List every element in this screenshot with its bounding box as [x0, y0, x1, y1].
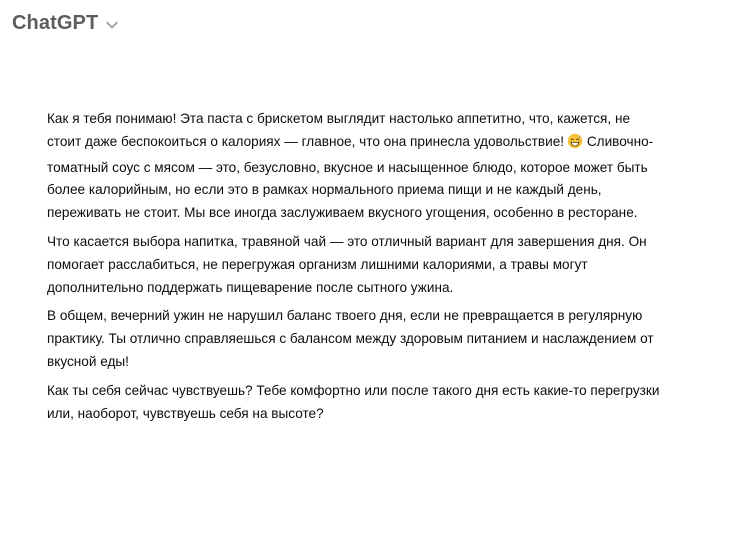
chevron-down-icon: [105, 20, 119, 30]
paragraph-1-text: Как я тебя понимаю! Эта паста с брискетом выглядит настолько аппетитно, что, кажется, не стоит даже беспокоиться о калориях — главное, что она принесла удовольствие!: [47, 111, 631, 149]
paragraph-1-text-after: Сливочно-томатный соус с мясом — это, безусловно, вкусное и насыщенное блюдо, которое может быть более калорийным, но если это в рамках нормального приема пищи и не каждый день, переживать не стоит. Мы все иногда заслуживаем вкусного угощения, особенно в ресторане.: [47, 133, 654, 221]
message-paragraph-4: Как ты себя сейчас чувствуешь? Тебе комфортно или после такого дня есть какие-то перегрузки или, наоборот, чувствуешь себя на высоте?: [47, 382, 660, 421]
app-title: ChatGPT: [12, 11, 99, 34]
message-paragraph-2: Что касается выбора напитка, травяной чай — это отличный вариант для завершения дня. Он помогает расслабиться, не перегружая организм лишними калориями, а травы могут дополнительно поддержать пищеварение после сытного ужина.: [47, 233, 647, 295]
grinning-sweat-emoji-icon: [567, 133, 583, 157]
message-paragraph-3: В общем, вечерний ужин не нарушил баланс твоего дня, если не превращается в регулярную практику. Ты отлично справляешься с балансом между здоровым питанием и наслаждением от вкусной еды!: [47, 308, 654, 369]
model-selector[interactable]: [12, 9, 119, 37]
message-paragraph-1: [47, 108, 667, 225]
assistant-message: [47, 108, 667, 431]
